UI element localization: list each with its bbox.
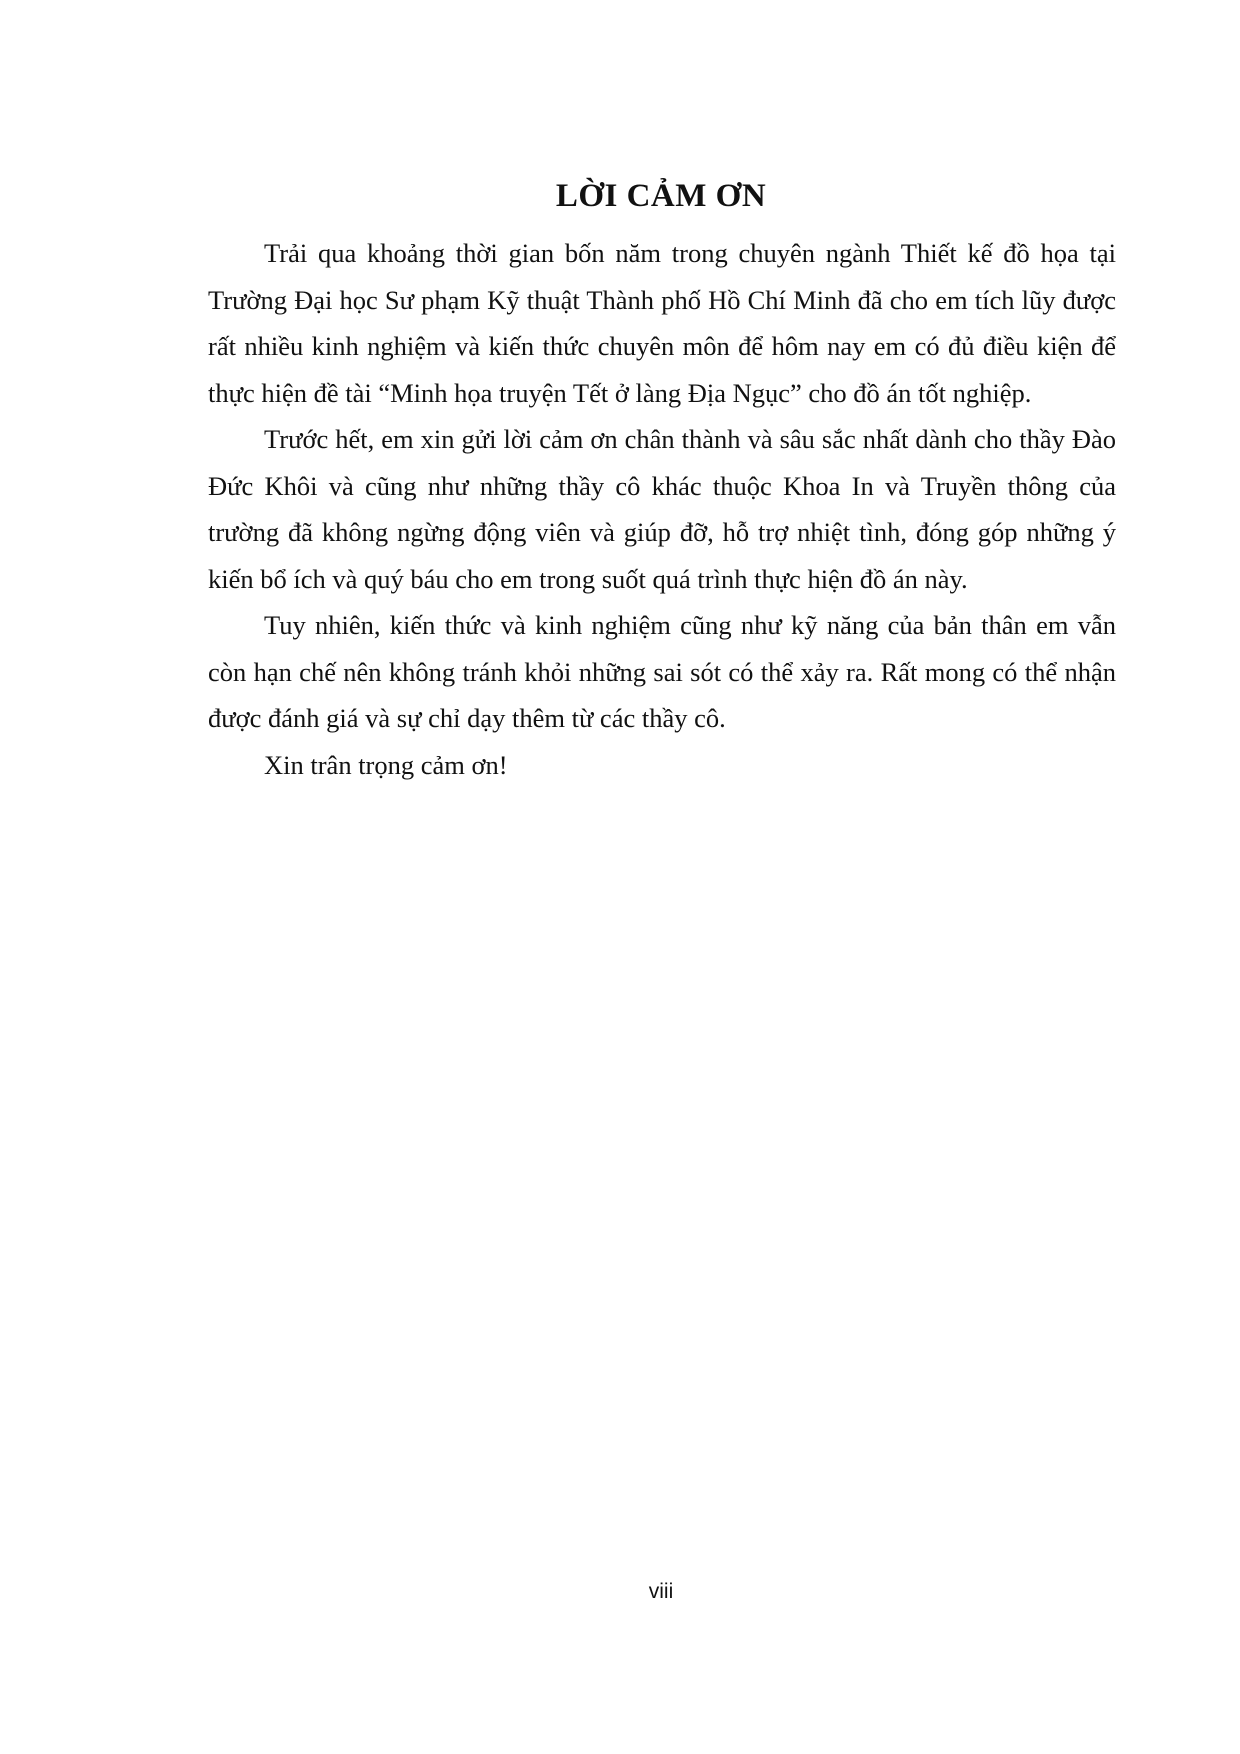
paragraph-2: Trước hết, em xin gửi lời cảm ơn chân thành và sâu sắc nhất dành cho thầy Đào Đức Khôi và cũng như những thầy cô khác thuộc Khoa In và Truyền thông của trường đã không ngừng động viên và giúp đỡ, hỗ trợ nhiệt tình, đóng góp những ý kiến bổ ích và quý báu cho em trong suốt quá trình thực hiện đồ án này.	[208, 424, 1116, 594]
paragraph-4: Xin trân trọng cảm ơn!	[264, 749, 508, 780]
page-number: viii	[648, 1580, 674, 1603]
page-title: LỜI CẢM ƠN	[555, 178, 767, 214]
acknowledgement-body	[208, 230, 1116, 788]
paragraph-1: Trải qua khoảng thời gian bốn năm trong chuyên ngành Thiết kế đồ họa tại Trường Đại học Sư phạm Kỹ thuật Thành phố Hồ Chí Minh đã cho em tích lũy được rất nhiều kinh nghiệm và kiến thức chuyên môn để hôm nay em có đủ điều kiện để thực hiện đề tài “Minh họa truyện Tết ở làng Địa Ngục” cho đồ án tốt nghiệp.	[208, 238, 1116, 408]
paragraph-3: Tuy nhiên, kiến thức và kinh nghiệm cũng như kỹ năng của bản thân em vẫn còn hạn chế nên không tránh khỏi những sai sót có thể xảy ra. Rất mong có thể nhận được đánh giá và sự chỉ dạy thêm từ các thầy cô.	[208, 610, 1116, 733]
